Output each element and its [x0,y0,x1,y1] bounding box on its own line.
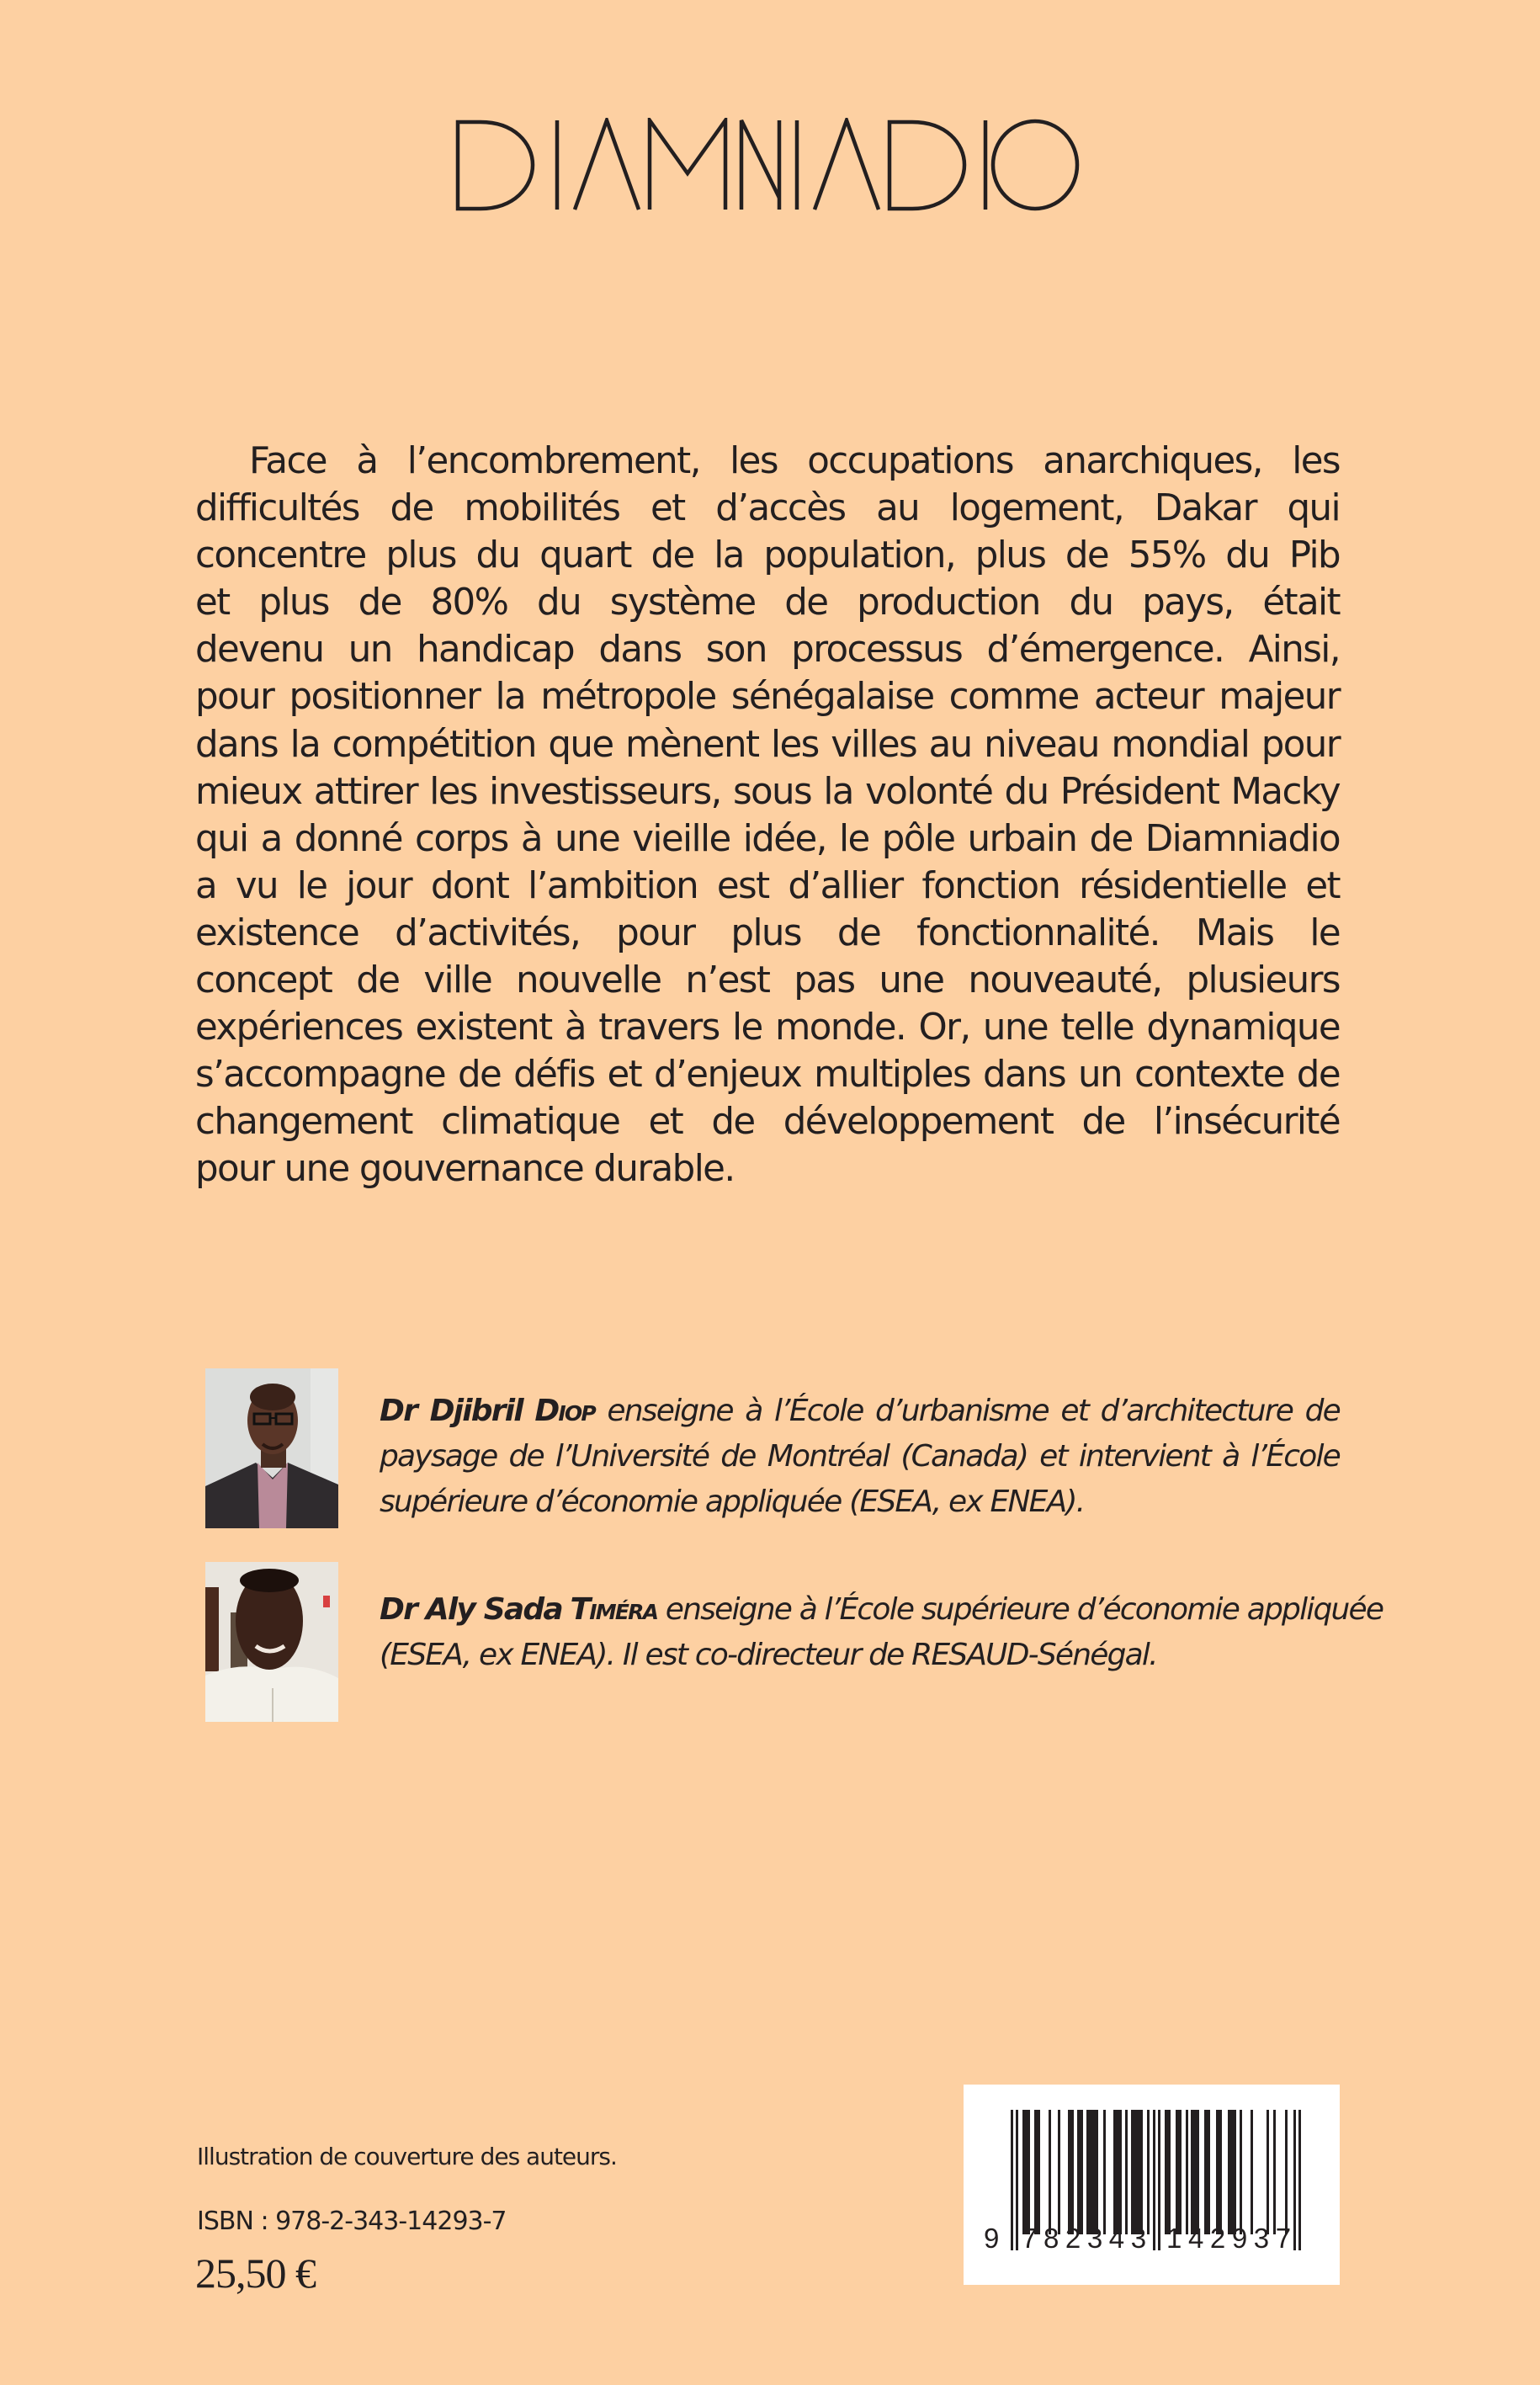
author-bio-text: (ESEA, ex ENEA). Il est co-directeur de RESAUD-Sénégal. [380,1638,1157,1672]
blurb-line: changement climatique et de développement de l’insécurité [195,1101,1340,1144]
author-bio-text: enseigne à l’École d’urbanisme et d’architecture de [594,1394,1340,1428]
author-name: Dr Djibril [380,1394,523,1428]
blurb-line: Face à l’encombrement, les occupations anarchiques, les [249,440,1340,482]
blurb-line: mieux attirer les investisseurs, sous la volonté du Président Macky [195,770,1340,813]
blurb-line: pour positionner la métropole sénégalaise comme acteur majeur [195,676,1340,719]
blurb-paragraph [195,438,1340,1193]
blurb-line: et plus de 80% du système de production du pays, était [195,582,1340,624]
barcode-digit-first: 9 [984,2223,1000,2254]
book-title [455,118,1082,212]
isbn-label: ISBN : 978-2-343-14293-7 [197,2207,507,2236]
blurb-line: pour une gouvernance durable. [195,1148,735,1191]
blurb-line: dans la compétition que mènent les villes au niveau mondial pour [195,723,1340,766]
illustration-credit: Illustration de couverture des auteurs. [197,2143,617,2170]
barcode-digits-left: 782343 [1022,2223,1153,2254]
blurb-line: concept de ville nouvelle n’est pas une nouveauté, plusieurs [195,959,1340,1002]
author-bio-text: paysage de l’Université de Montréal (Canada) et intervient à l’École [380,1439,1340,1474]
blurb-line: a vu le jour dont l’ambition est d’allier fonction résidentielle et [195,864,1340,907]
barcode-icon [964,2085,1340,2285]
blurb-line: devenu un handicap dans son processus d’émergence. Ainsi, [195,629,1340,672]
portrait-icon [205,1368,338,1528]
book-title-lettering [455,118,1082,212]
price-label: 25,50 € [195,2250,316,2297]
author-surname: Timéra [570,1592,658,1627]
author-name: Dr Aly Sada [380,1592,562,1627]
author-bio-diop [380,1389,1340,1525]
barcode-digits-right: 142937 [1166,2223,1298,2254]
blurb-line: s’accompagne de défis et d’enjeux multiples dans un contexte de [195,1054,1340,1097]
author-photo-timera [205,1562,338,1722]
portrait-icon [205,1562,338,1722]
blurb-line: concentre plus du quart de la population, plus de 55% du Pib [195,534,1340,577]
author-surname: Diop [534,1394,595,1428]
author-photo-diop [205,1368,338,1528]
author-bio-text: enseigne à l’École supérieure d’économie appliquée [657,1592,1383,1627]
blurb-line: expériences existent à travers le monde. Or, une telle dynamique [195,1007,1340,1049]
author-bio-text: supérieure d’économie appliquée (ESEA, ex ENEA). [380,1485,1085,1519]
blurb-line: existence d’activités, pour plus de fonctionnalité. Mais le [195,911,1340,954]
blurb-line: qui a donné corps à une vieille idée, le pôle urbain de Diamniadio [195,817,1340,860]
author-bio-timera [380,1587,1383,1678]
blurb-line: difficultés de mobilités et d’accès au logement, Dakar qui [195,487,1340,530]
isbn-barcode [964,2085,1340,2285]
